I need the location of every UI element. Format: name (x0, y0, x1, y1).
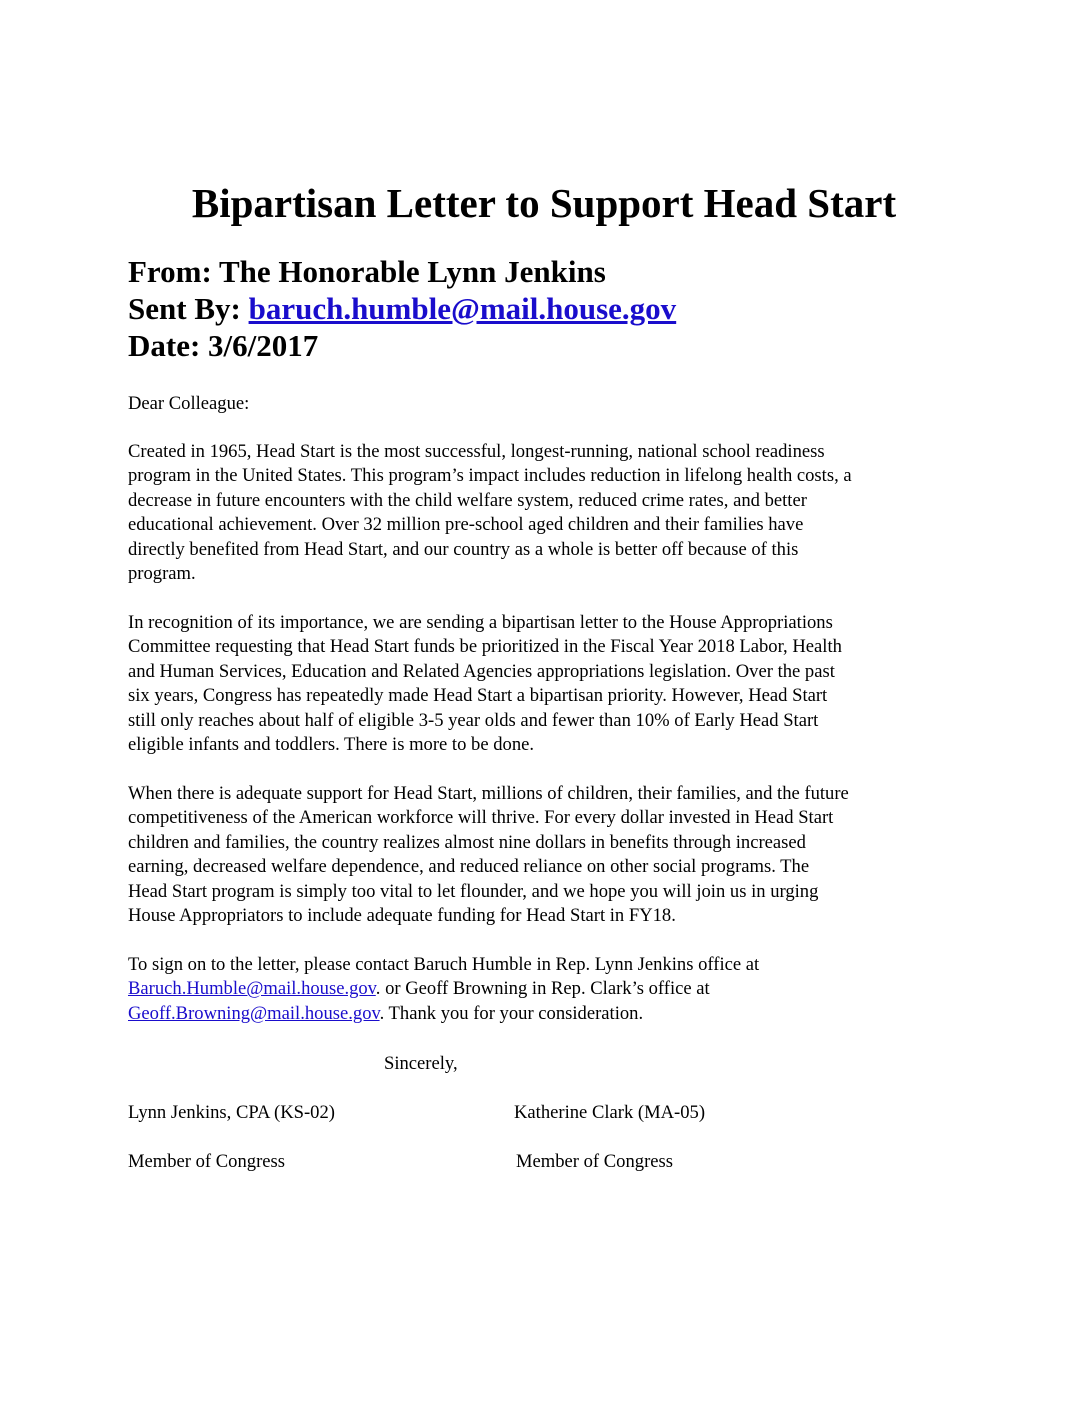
paragraph-2-line: Committee requesting that Head Start funds be prioritized in the Fiscal Year 2018 Labor, Health (128, 636, 842, 658)
signature-left-title: Member of Congress (128, 1151, 285, 1172)
paragraph-2-line: In recognition of its importance, we are sending a bipartisan letter to the House Appropriations (128, 612, 833, 633)
paragraph-1-line: decrease in future encounters with the child welfare system, reduced crime rates, and better (128, 489, 807, 511)
paragraph-1-line: Created in 1965, Head Start is the most successful, longest-running, national school readiness (128, 441, 825, 462)
paragraph-2 (128, 611, 963, 757)
paragraph-1 (128, 440, 963, 586)
paragraph-1-line: program. (128, 563, 196, 585)
paragraph-3-line: children and families, the country realizes almost nine dollars in benefits through increased (128, 831, 806, 853)
paragraph-1-line: directly benefited from Head Start, and our country as a whole is better off because of this (128, 538, 799, 560)
paragraph-4-text: . Thank you for your consideration. (379, 1002, 644, 1024)
paragraph-1-line: educational achievement. Over 32 million pre-school aged children and their families have (128, 514, 804, 536)
sent-by-label: Sent By: (128, 291, 241, 326)
signature-right-name: Katherine Clark (MA-05) (514, 1102, 706, 1123)
paragraph-4-text: . or Geoff Browning in Rep. Clark’s office at (375, 978, 710, 1000)
salutation-text: Dear Colleague: (128, 393, 250, 414)
paragraph-4-line (128, 977, 963, 1001)
paragraph-4-line: To sign on to the letter, please contact Baruch Humble in Rep. Lynn Jenkins office at (128, 954, 760, 975)
signature-left-name: Lynn Jenkins, CPA (KS-02) (128, 1102, 335, 1123)
sent-by-email-link[interactable]: baruch.humble@mail.house.gov (248, 291, 677, 326)
paragraph-3-line: earning, decreased welfare dependence, and reduced reliance on other social programs. The (128, 856, 810, 878)
paragraph-3-line: When there is adequate support for Head Start, millions of children, their families, and the future (128, 783, 849, 804)
from-label: From: (128, 254, 212, 289)
paragraph-4-line (128, 1002, 963, 1026)
paragraph-2-line: six years, Congress has repeatedly made Head Start a bipartisan priority. However, Head Start (128, 685, 828, 707)
date-label: Date: (128, 328, 201, 363)
salutation (128, 392, 963, 416)
paragraph-4 (128, 953, 963, 1026)
paragraph-2-line: and Human Services, Education and Related Agencies appropriations legislation. Over the past (128, 660, 835, 682)
paragraph-3-line: Head Start program is simply too vital to let flounder, and we hope you will join us in urging (128, 880, 819, 902)
date-line (128, 327, 676, 364)
date-value: 3/6/2017 (208, 328, 319, 363)
paragraph-3-line: House Appropriators to include adequate funding for Head Start in FY18. (128, 905, 676, 927)
baruch-email-link[interactable]: Baruch.Humble@mail.house.gov (128, 978, 376, 1000)
paragraph-1-line: program in the United States. This program’s impact includes reduction in lifelong health costs, a (128, 465, 852, 487)
signature-right-title: Member of Congress (516, 1151, 673, 1172)
sent-by-line (128, 290, 676, 327)
from-line (128, 253, 676, 290)
from-value: The Honorable Lynn Jenkins (219, 254, 606, 289)
page-title: Bipartisan Letter to Support Head Start (191, 180, 897, 226)
paragraph-3-line: competitiveness of the American workforce will thrive. For every dollar invested in Head Start (128, 807, 834, 829)
paragraph-2-line: still only reaches about half of eligible 3-5 year olds and fewer than 10% of Early Head Start (128, 709, 819, 731)
paragraph-2-line: eligible infants and toddlers. There is more to be done. (128, 734, 535, 756)
closing: Sincerely, (384, 1053, 458, 1074)
paragraph-3 (128, 782, 963, 928)
geoff-email-link[interactable]: Geoff.Browning@mail.house.gov (128, 1002, 380, 1024)
letter-header (128, 253, 676, 364)
